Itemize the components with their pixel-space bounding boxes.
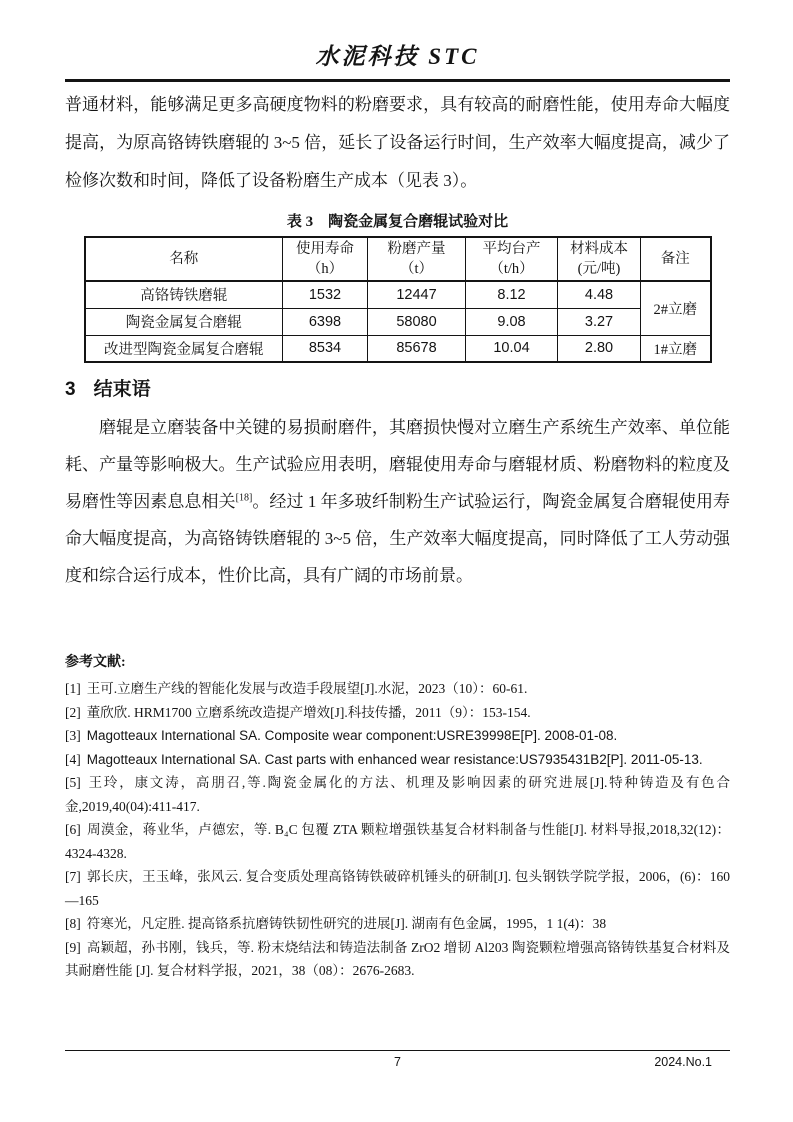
cell-avg: 8.12 bbox=[466, 281, 558, 308]
col-header-note: 备注 bbox=[641, 237, 711, 281]
table-row bbox=[85, 335, 711, 362]
cell-output: 12447 bbox=[368, 281, 466, 308]
citation-marker: [18] bbox=[235, 492, 253, 504]
table-header-row bbox=[85, 237, 711, 281]
cell-avg: 9.08 bbox=[466, 308, 558, 335]
cell-output: 58080 bbox=[368, 308, 466, 335]
reference-text: 符寒光，凡定胜. 提高铬系抗磨铸铁韧性研究的进展[J]. 湖南有色金属，1995，1 1(4)：38 bbox=[86, 916, 607, 931]
table-row bbox=[85, 281, 711, 308]
cell-cost: 4.48 bbox=[558, 281, 641, 308]
section-title: 结束语 bbox=[93, 379, 151, 400]
references-section bbox=[65, 652, 730, 983]
conclusion-paragraph bbox=[65, 409, 730, 594]
reference-text: 王玲，康文涛，高朋召,等.陶瓷金属化的方法、机理及影响因素的研究进展[J].特种铸造及有色合金,2019,40(04):411-417. bbox=[65, 775, 730, 814]
reference-text: 高颖超，孙书刚，钱兵，等. 粉末烧结法和铸造法制备 ZrO2 增韧 Al203 陶瓷颗粒增强高铬铸铁基复合材料及其耐磨性能 [J]. 复合材料学报，2021，38（08）：2676-2683. bbox=[65, 939, 730, 978]
reference-item bbox=[65, 677, 730, 701]
cell-avg: 10.04 bbox=[466, 335, 558, 362]
test-comparison-table bbox=[84, 236, 712, 363]
reference-item bbox=[65, 936, 730, 983]
cell-cost: 2.80 bbox=[558, 335, 641, 362]
reference-label: [4] bbox=[65, 751, 81, 767]
reference-text: 周漠金，蒋业华，卢德宏，等. B₄C 包覆 ZTA 颗粒增强铁基复合材料制备与性能[J]. 材料导报,2018,32(12)：4324-4328. bbox=[65, 822, 730, 861]
journal-title: 水泥科技 STC bbox=[315, 44, 480, 69]
reference-item bbox=[65, 701, 730, 725]
cell-life: 8534 bbox=[283, 335, 368, 362]
cell-life: 6398 bbox=[283, 308, 368, 335]
table-row bbox=[85, 308, 711, 335]
conclusion-text-after: 。经过 1 年多玻纤制粉生产试验运行，陶瓷金属复合磨辊使用寿命大幅度提高，为高铬铸铁磨辊的 3~5 倍，生产效率大幅度提高，同时降低了工人劳动强度和综合运行成本，性价比高，具有广阔的市场前景。 bbox=[65, 492, 731, 585]
cell-output: 85678 bbox=[368, 335, 466, 362]
section-heading bbox=[65, 377, 730, 403]
reference-item bbox=[65, 748, 730, 772]
table-caption: 表 3 陶瓷金属复合磨辊试验对比 bbox=[286, 214, 509, 230]
reference-label: [9] bbox=[65, 939, 81, 955]
reference-label: [2] bbox=[65, 704, 81, 720]
reference-label: [7] bbox=[65, 869, 81, 884]
reference-item bbox=[65, 724, 730, 748]
reference-item bbox=[65, 771, 730, 818]
section-number: 3 bbox=[65, 379, 76, 400]
col-header-cost: 材料成本 (元/吨) bbox=[558, 237, 641, 281]
cell-life: 1532 bbox=[283, 281, 368, 308]
references-heading: 参考文献: bbox=[65, 655, 126, 670]
cell-note: 1#立磨 bbox=[641, 335, 711, 362]
page-footer bbox=[65, 1050, 730, 1076]
reference-item bbox=[65, 912, 730, 936]
reference-item bbox=[65, 865, 730, 912]
reference-label: [6] bbox=[65, 822, 81, 837]
reference-text: 董欣欣. HRM1700 立磨系统改造提产增效[J].科技传播，2011（9）：153-154. bbox=[86, 704, 531, 720]
reference-label: [3] bbox=[65, 728, 81, 743]
reference-text: Magotteaux International SA. Composite wear component:USRE39998E[P]. 2008-01-08. bbox=[86, 728, 618, 743]
reference-label: [8] bbox=[65, 916, 81, 931]
col-header-avg: 平均台产 （t/h） bbox=[466, 237, 558, 281]
cell-cost: 3.27 bbox=[558, 308, 641, 335]
cell-name: 高铬铸铁磨辊 bbox=[85, 281, 283, 308]
reference-label: [1] bbox=[65, 681, 81, 696]
header-rule bbox=[65, 79, 730, 82]
col-header-name: 名称 bbox=[85, 237, 283, 281]
reference-text: 郭长庆，王玉峰，张风云. 复合变质处理高铬铸铁破碎机锤头的研制[J]. 包头钢铁学院学报，2006，(6)：160—165 bbox=[65, 869, 730, 908]
cell-name: 陶瓷金属复合磨辊 bbox=[85, 308, 283, 335]
conclusion-text-before: 磨辊是立磨装备中关键的易损耐磨件，其磨损快慢对立磨生产系统生产效率、单位能耗、产量等影响极大。生产试验应用表明，磨辊使用寿命与磨辊材质、粉磨物料的粒度及易磨性等因素息息相关 bbox=[65, 418, 730, 511]
col-header-life: 使用寿命 （h） bbox=[283, 237, 368, 281]
reference-item bbox=[65, 818, 730, 865]
intro-paragraph: 普通材料，能够满足更多高硬度物料的粉磨要求，具有较高的耐磨性能，使用寿命大幅度提高，为原高铬铸铁磨辊的 3~5 倍，延长了设备运行时间，生产效率大幅度提高，减少了检修次数和时间，降低了设备粉磨生产成本（见表 3）。 bbox=[65, 95, 730, 190]
reference-label: [5] bbox=[65, 775, 81, 790]
cell-note-merged: 2#立磨 bbox=[641, 281, 711, 335]
col-header-output: 粉磨产量 （t） bbox=[368, 237, 466, 281]
cell-name: 改进型陶瓷金属复合磨辊 bbox=[85, 335, 283, 362]
reference-text: 王可.立磨生产线的智能化发展与改造手段展望[J].水泥，2023（10）：60-61. bbox=[86, 681, 528, 696]
issue-label: 2024.No.1 bbox=[654, 1055, 712, 1069]
reference-text: Magotteaux International SA. Cast parts with enhanced wear resistance:US7935431B2[P]. 2011-05-13. bbox=[86, 751, 703, 767]
page-number: 7 bbox=[394, 1055, 401, 1069]
